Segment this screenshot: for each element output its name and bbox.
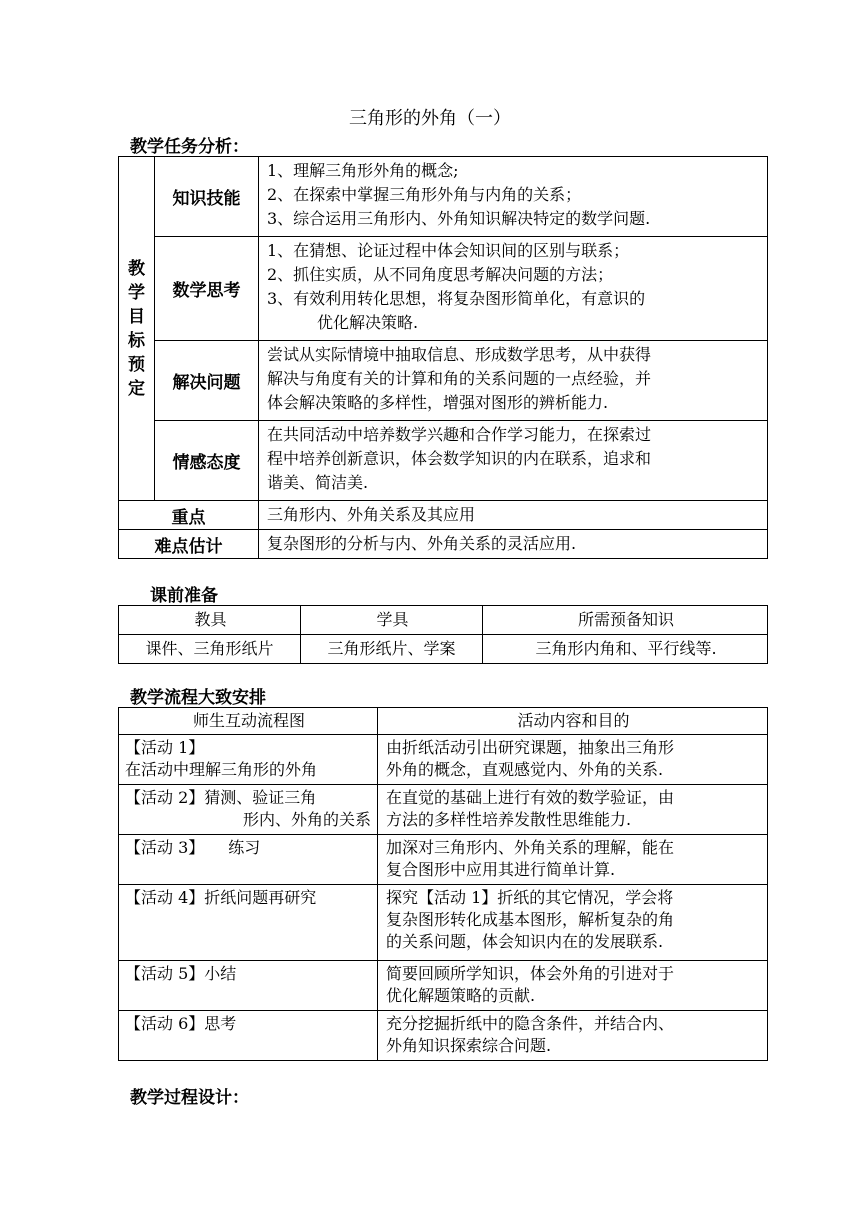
table-row bbox=[119, 835, 768, 885]
prep-header-learning-aids: 学具 bbox=[301, 606, 483, 635]
goal-text-thinking: 1、在猜想、论证过程中体会知识间的区别与联系； 2、抓住实质，从不同角度思考解决问题的方法； 3、有效利用转化思想，将复杂图形简单化，有意识的 优化解决策略. bbox=[259, 237, 768, 341]
section-prep: 课前准备 bbox=[150, 586, 218, 606]
flow-right-activity-2: 在直觉的基础上进行有效的数学验证，由 方法的多样性培养发散性思维能力. bbox=[378, 785, 768, 835]
difficulty-text: 复杂图形的分析与内、外角关系的灵活应用. bbox=[259, 530, 768, 559]
goal-label-thinking: 数学思考 bbox=[155, 237, 259, 341]
goal-label-knowledge: 知识技能 bbox=[155, 157, 259, 237]
flow-header-content: 活动内容和目的 bbox=[378, 708, 768, 735]
flow-header-flowchart: 师生互动流程图 bbox=[119, 708, 378, 735]
flow-table bbox=[118, 707, 768, 1061]
goals-table bbox=[118, 156, 768, 559]
goal-text-attitude: 在共同活动中培养数学兴趣和合作学习能力，在探索过 程中培养创新意识，体会数学知识的内在联系，追求和 谐美、简洁美. bbox=[259, 421, 768, 501]
flow-left-activity-6: 【活动 6】思考 bbox=[119, 1011, 378, 1061]
section-flow: 教学流程大致安排 bbox=[130, 688, 266, 708]
prep-header-teaching-aids: 教具 bbox=[119, 606, 301, 635]
prep-header-prior-knowledge: 所需预备知识 bbox=[483, 606, 768, 635]
flow-right-activity-3: 加深对三角形内、外角关系的理解，能在 复合图形中应用其进行简单计算. bbox=[378, 835, 768, 885]
table-row bbox=[119, 785, 768, 835]
prep-table bbox=[118, 605, 768, 664]
flow-left-activity-3: 【活动 3】 练习 bbox=[119, 835, 378, 885]
prep-cell-prior-knowledge: 三角形内角和、平行线等. bbox=[483, 635, 768, 664]
page-title: 三角形的外角（一） bbox=[349, 108, 511, 129]
key-point-text: 三角形内、外角关系及其应用 bbox=[259, 501, 768, 530]
key-point-label: 重点 bbox=[119, 501, 259, 530]
table-row bbox=[119, 735, 768, 785]
goal-text-problem: 尝试从实际情境中抽取信息、形成数学思考，从中获得 解决与角度有关的计算和角的关系问题的一点经验，并 体会解决策略的多样性，增强对图形的辨析能力. bbox=[259, 341, 768, 421]
goal-label-problem: 解决问题 bbox=[155, 341, 259, 421]
flow-left-activity-1: 【活动 1】 在活动中理解三角形的外角 bbox=[119, 735, 378, 785]
table-row bbox=[119, 885, 768, 961]
prep-cell-learning-aids: 三角形纸片、学案 bbox=[301, 635, 483, 664]
flow-left-activity-5: 【活动 5】小结 bbox=[119, 961, 378, 1011]
flow-right-activity-1: 由折纸活动引出研究课题，抽象出三角形 外角的概念，直观感觉内、外角的关系. bbox=[378, 735, 768, 785]
flow-right-activity-5: 简要回顾所学知识，体会外角的引进对于 优化解题策略的贡献. bbox=[378, 961, 768, 1011]
flow-left-activity-4: 【活动 4】折纸问题再研究 bbox=[119, 885, 378, 961]
flow-right-activity-4: 探究【活动 1】折纸的其它情况，学会将 复杂图形转化成基本图形，解析复杂的角 的关系问题，体会知识内在的发展联系. bbox=[378, 885, 768, 961]
section-task-analysis: 教学任务分析： bbox=[130, 137, 249, 157]
table-row bbox=[119, 961, 768, 1011]
goal-group-label: 教 学 目 标 预 定 bbox=[119, 157, 155, 501]
flow-right-activity-6: 充分挖掘折纸中的隐含条件，并结合内、 外角知识探索综合问题. bbox=[378, 1011, 768, 1061]
prep-cell-teaching-aids: 课件、三角形纸片 bbox=[119, 635, 301, 664]
table-row bbox=[119, 1011, 768, 1061]
goal-text-knowledge: 1、理解三角形外角的概念; 2、在探索中掌握三角形外角与内角的关系； 3、综合运用三角形内、外角知识解决特定的数学问题. bbox=[259, 157, 768, 237]
goal-label-attitude: 情感态度 bbox=[155, 421, 259, 501]
flow-left-activity-2: 【活动 2】猜测、验证三角 形内、外角的关系 bbox=[119, 785, 378, 835]
difficulty-label: 难点估计 bbox=[119, 530, 259, 559]
section-process: 教学过程设计： bbox=[130, 1088, 249, 1108]
